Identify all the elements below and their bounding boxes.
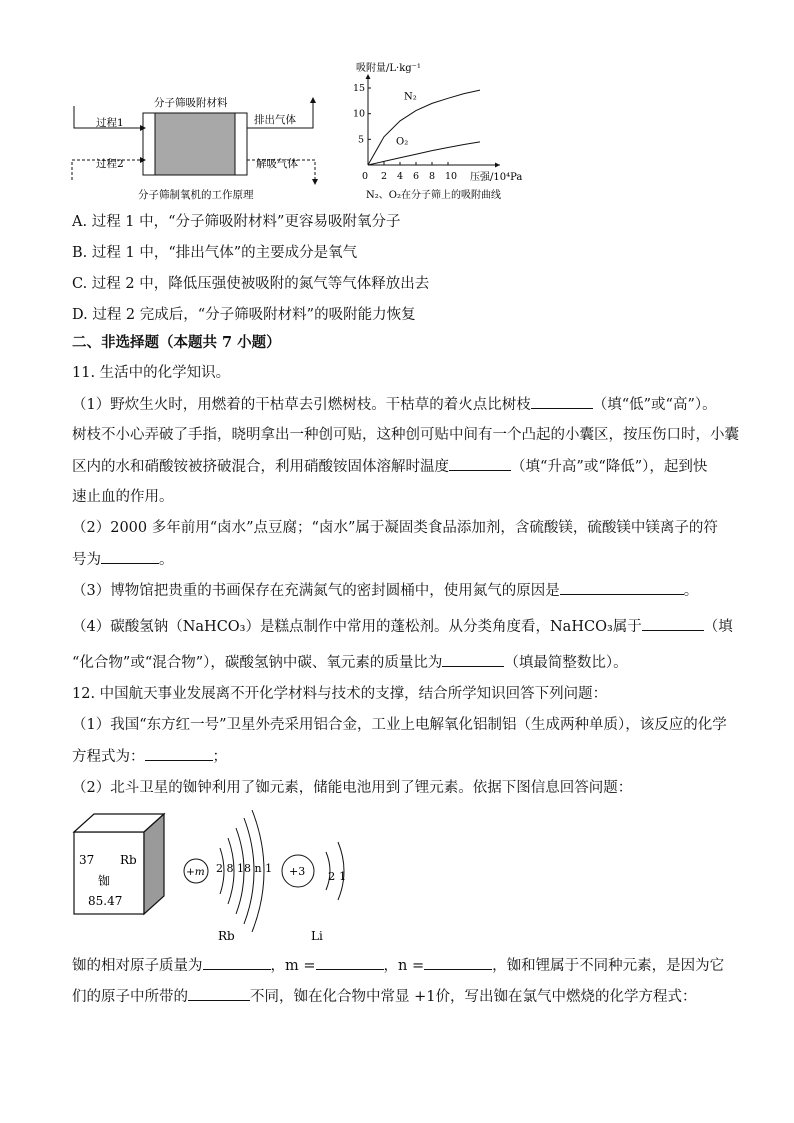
q12-answer-blank-1[interactable]: [145, 746, 213, 761]
sieve-caption: 分子筛制氧机的工作原理: [138, 189, 254, 201]
q11-p2-text-b: 。: [159, 552, 174, 568]
q11-p1-line2: 树枝不小心弄破了手指，晓明拿出一种创可贴，这种创可贴中间有一个凸起的小囊区，按压伤口时，小囊: [72, 427, 739, 443]
process1-label: 过程1: [96, 117, 124, 129]
rb-shell-numbers: 2 8 18 n 1: [216, 862, 273, 875]
option-d: D. 过程 2 完成后，“分子筛吸附材料”的吸附能力恢复: [72, 307, 416, 323]
element-number: 37: [79, 853, 95, 867]
q11-p1-line3: [72, 456, 707, 477]
option-a: A. 过程 1 中，“分子筛吸附材料”更容易吸附氧分子: [72, 214, 401, 230]
chart-x-tick-label: 2: [381, 171, 388, 182]
section-title: 二、非选择题（本题共 7 小题）: [72, 334, 281, 351]
q12-answer-blank-3[interactable]: [316, 955, 384, 970]
q11-answer-blank-5[interactable]: [642, 616, 704, 631]
q11-p3-text-a: （3）博物馆把贵重的书画保存在充满氮气的密封圆桶中，使用氮气的原因是: [72, 583, 560, 599]
q12-answer-blank-5[interactable]: [188, 986, 250, 1001]
q12-question-line2: [72, 986, 696, 1007]
q12-q-line2-text-a: 们的原子中所带的: [72, 989, 188, 1005]
q12-title: 12. 中国航天事业发展离不开化学材料与技术的支撑，结合所学知识回答下列问题：: [72, 686, 608, 702]
q12-p1-text-a: 方程式为：: [72, 749, 145, 765]
q11-p3: [72, 580, 698, 601]
process2-label: 过程2: [96, 158, 124, 170]
exhaust-gas-label: 排出气体: [254, 114, 296, 126]
chart-series-label-2: O₂: [396, 136, 409, 148]
q12-answer-blank-4[interactable]: [424, 955, 492, 970]
q11-p1-text-b: （填“低”或“高”）。: [592, 397, 717, 413]
q12-p1-line1: （1）我国“东方红一号”卫星外壳采用铝合金，工业上电解氧化铝制铝（生成两种单质），该反应的化学: [72, 717, 727, 733]
q11-p4-line2-text-a: “化合物”或“混合物”），碳酸氢钠中碳、氧元素的质量比为: [72, 655, 443, 671]
q11-p1-line3-text-a: 区内的水和硝酸铵被挤破混合，利用硝酸铵固体溶解时温度: [72, 459, 449, 475]
q12-answer-blank-2[interactable]: [203, 955, 271, 970]
sieve-material-label: 分子筛吸附材料: [154, 97, 228, 109]
element-name: 铷: [98, 874, 111, 888]
option-c: C. 过程 2 中，降低压强使被吸附的氮气等气体释放出去: [72, 276, 430, 292]
chart-y-tick-label: 15: [353, 83, 366, 94]
q11-answer-blank-1[interactable]: [531, 394, 593, 409]
q11-answer-blank-4[interactable]: [560, 580, 684, 595]
q12-p1-text-b: ；: [212, 749, 227, 765]
li-nucleus: +3: [289, 865, 306, 878]
sieve-diagram: [66, 90, 328, 202]
q11-p4-line2: [72, 652, 628, 673]
rb-nucleus: +m: [186, 866, 205, 878]
chart-xlabel: 压强/10⁴Pa: [470, 172, 523, 183]
q11-p2-line2: [72, 549, 174, 570]
q11-p4-line1: [72, 616, 733, 637]
chart-series-line-2: [368, 142, 480, 165]
chart-origin: 0: [362, 171, 369, 182]
adsorption-chart: [340, 58, 540, 206]
chart-series-line-1: [368, 90, 480, 165]
chart-series-label-1: N₂: [404, 91, 417, 103]
q11-p4-line2-text-b: （填最简整数比）。: [504, 655, 628, 671]
q11-p4-text-b: （填: [703, 619, 733, 635]
q11-p3-text-b: 。: [683, 583, 699, 599]
q12-p2: （2）北斗卫星的铷钟利用了铷元素，储能电池用到了锂元素。依据下图信息回答问题：: [72, 780, 633, 796]
q12-p1-line2: [72, 746, 227, 767]
q11-p2-line1: （2）2000 多年前用“卤水”点豆腐；“卤水”属于凝固类食品添加剂，含硫酸镁，硫酸镁中镁离子的符: [72, 520, 718, 536]
chart-y-arrow: [366, 74, 371, 79]
q11-answer-blank-3[interactable]: [101, 549, 159, 564]
li-label: Li: [311, 929, 323, 943]
option-b: B. 过程 1 中，“排出气体”的主要成分是氧气: [72, 245, 358, 261]
li-shell-numbers: 2 1: [328, 869, 347, 883]
q11-p1-line4: 速止血的作用。: [72, 489, 174, 505]
q12-q-text-a: 铷的相对原子质量为: [72, 958, 203, 974]
chart-ylabel: 吸附量/L·kg⁻¹: [356, 63, 421, 74]
q11-title: 11. 生活中的化学知识。: [72, 365, 231, 381]
element-symbol: Rb: [120, 853, 137, 867]
chart-x-tick-label: 10: [445, 171, 458, 182]
rb-label: Rb: [218, 929, 235, 943]
q11-p4-text-a: （4）碳酸氢钠（NaHCO₃）是糕点制作中常用的蓬松剂。从分类角度看，NaHCO₃属于: [72, 619, 642, 635]
q11-p1-line1: [72, 394, 717, 415]
element-mass: 85.47: [88, 894, 123, 908]
q11-p1-line3-text-b: （填“升高”或“降低”），起到快: [511, 459, 708, 475]
chart-x-tick-label: 8: [429, 171, 436, 182]
chart-caption: N₂、O₂在分子筛上的吸附曲线: [366, 190, 501, 201]
chart-y-tick-label: 10: [353, 108, 366, 120]
q11-p1-text-a: （1）野炊生火时，用燃着的干枯草去引燃树枝。干枯草的着火点比树枝: [72, 397, 531, 413]
chart-x-arrow: [495, 163, 500, 168]
q11-p2-text-a: 号为: [72, 552, 101, 568]
chart-y-tick-label: 5: [358, 134, 365, 146]
q12-q-text-d: ，铷和锂属于不同种元素，是因为它: [492, 958, 725, 974]
q12-q-text-b: ，m =: [270, 958, 316, 974]
q12-question-line1: [72, 955, 724, 976]
element-figure: [70, 808, 370, 948]
q12-q-line2-text-b: 不同，铷在化合物中常显 +1价，写出铷在氯气中燃烧的化学方程式：: [250, 989, 697, 1005]
q11-answer-blank-2[interactable]: [449, 456, 511, 471]
q11-answer-blank-6[interactable]: [442, 652, 504, 667]
chart-x-tick-label: 6: [413, 171, 420, 182]
chart-x-tick-label: 4: [397, 171, 404, 182]
q12-q-text-c: ，n =: [383, 958, 425, 974]
desorb-gas-label: 解吸气体: [256, 158, 298, 170]
